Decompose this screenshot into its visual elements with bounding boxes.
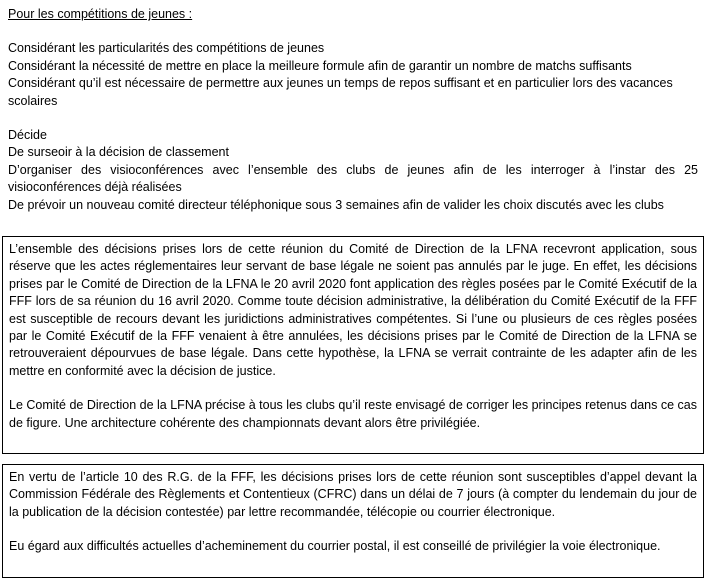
- notice-paragraph: L’ensemble des décisions prises lors de cette réunion du Comité de Direction de la LFNA recevront application, sous réserve que les actes réglementaires leur servant de base légale ne soient pas annulés par le juge. En effet, les décisions prises par le Comité de Direction de la LFNA le 20 avril 2020 font application des règles posées par le Comité Exécutif de la FFF lors de sa réunion du 16 avril 2020. Comme toute décision administrative, la délibération du Comité Exécutif de la FFF est susceptible de recours devant les juridictions administratives compétentes. Si l’une ou plusieurs de ces règles posées par le Comité Exécutif de la FFF venaient à être annulées, les décisions prises par le Comité de Direction de la LFNA se retrouveraient dépourvues de base légale. Dans cette hypothèse, la LFNA se verrait contrainte de les adapter afin de les mettre en conformité avec la décision de justice.: [9, 242, 697, 378]
- considerant-item: Considérant les particularités des compétitions de jeunes: [8, 41, 325, 56]
- spacer: [8, 110, 698, 127]
- decision-item: De surseoir à la décision de classement: [8, 145, 229, 160]
- appeal-notice-box: [2, 464, 704, 578]
- notice-paragraph: Le Comité de Direction de la LFNA précise à tous les clubs qu’il reste envisagé de corriger les principes retenus dans ce cas de figure. Une architecture cohérente des championnats devant alors être privilégiée.: [9, 398, 697, 430]
- decision-item: De prévoir un nouveau comité directeur téléphonique sous 3 semaines afin de valider les choix discutés avec les clubs: [8, 197, 664, 212]
- legal-notice-box: [2, 236, 704, 454]
- appeal-paragraph: Eu égard aux difficultés actuelles d’acheminement du courrier postal, il est conseillé de privilégier la voie électronique.: [9, 539, 661, 554]
- appeal-paragraph: En vertu de l’article 10 des R.G. de la FFF, les décisions prises lors de cette réunion sont susceptibles d’appel devant la Commission Fédérale des Règlements et Contentieux (CFRC) dans un délai de 7 jours (à compter du lendemain du jour de la publication de la décision contestée) par lettre recommandée, télécopie ou courrier électronique.: [9, 470, 697, 519]
- considerant-item: Considérant la nécessité de mettre en place la meilleure formule afin de garantir un nombre de matchs suffisants: [8, 58, 632, 73]
- spacer: [9, 380, 697, 397]
- decision-item: D’organiser des visioconférences avec l’ensemble des clubs de jeunes afin de les interroger à l’instar des 25 visioconférences déjà réalisées: [8, 162, 698, 195]
- decide-label: Décide: [8, 128, 47, 143]
- youth-competitions-section: [8, 6, 698, 214]
- section-heading: Pour les compétitions de jeunes :: [8, 7, 193, 21]
- spacer: [9, 521, 697, 538]
- considerant-item: Considérant qu’il est nécessaire de permettre aux jeunes un temps de repos suffisant et en particulier lors des vacances scolaires: [8, 76, 673, 108]
